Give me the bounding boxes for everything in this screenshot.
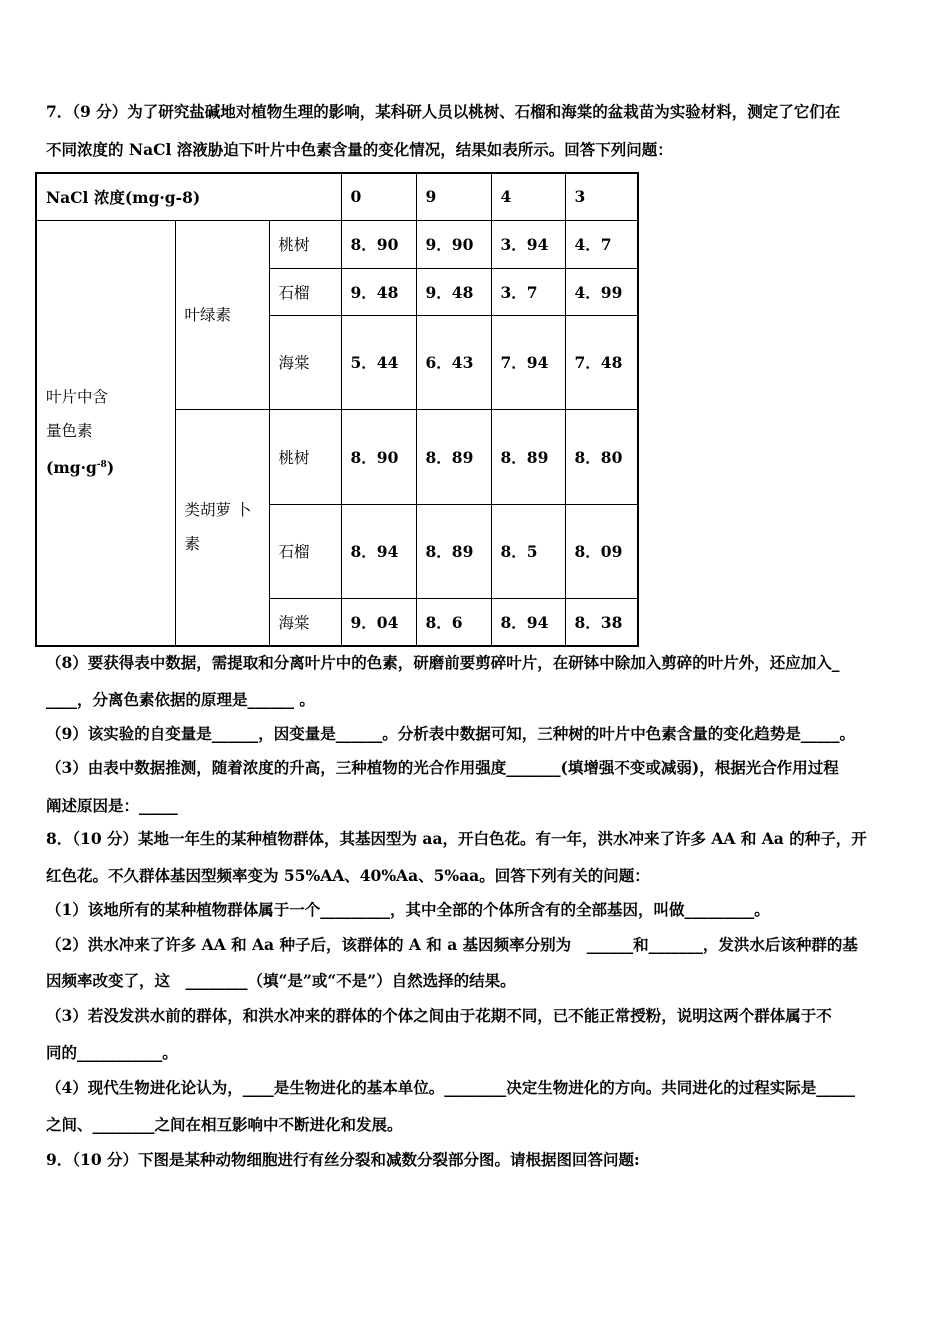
value-cell: 5．44 bbox=[341, 315, 416, 409]
q8-sub3-line1: （3）若没发洪水前的群体，和洪水冲来的群体的个体之间由于花期不同，已不能正常授粉，说明这两个群体属于不 bbox=[46, 1006, 832, 1025]
value-cell: 9．04 bbox=[341, 598, 416, 646]
nacl-header: NaCl 浓度(mg·g-8) bbox=[36, 173, 341, 220]
pigment-table bbox=[35, 172, 639, 647]
value-cell: 3．94 bbox=[491, 220, 565, 268]
value-cell: 7．94 bbox=[491, 315, 565, 409]
tree-name: 石榴 bbox=[269, 504, 341, 598]
row-header-line: 叶片中含 bbox=[46, 388, 109, 407]
conc-cell: 0 bbox=[341, 173, 416, 220]
tree-name: 石榴 bbox=[269, 268, 341, 315]
q7-sub3-line2: 阐述原因是：_____ bbox=[46, 796, 178, 815]
q7-sub8-line1: （8）要获得表中数据，需提取和分离叶片中的色素，研磨前要剪碎叶片，在研钵中除加入剪碎的叶片外，还应加入_ bbox=[46, 653, 840, 672]
row-header-unit: $(mg\cdot g^{-8})$ bbox=[46, 458, 115, 478]
chlorophyll-label bbox=[175, 220, 269, 409]
value-cell: 8．89 bbox=[416, 504, 491, 598]
q7-sub9-line1: （9）该实验的自变量是______，因变量是______。分析表中数据可知，三种树的叶片中色素含量的变化趋势是_____。 bbox=[46, 724, 856, 743]
value-cell: 9．90 bbox=[416, 220, 491, 268]
tree-name: 桃树 bbox=[269, 220, 341, 268]
value-cell: 8．6 bbox=[416, 598, 491, 646]
value-cell: 8．90 bbox=[341, 409, 416, 504]
value-cell: 8．80 bbox=[565, 409, 638, 504]
group-label-line: 类胡萝 卜 bbox=[184, 501, 252, 520]
value-cell: 4．99 bbox=[565, 268, 638, 315]
q7-sub8-line2: ____，分离色素依据的原理是______ 。 bbox=[46, 690, 315, 709]
conc-cell: 3 bbox=[565, 173, 638, 220]
q7-stem-line1: 7．（9 分）为了研究盐碱地对植物生理的影响，某科研人员以桃树、石榴和海棠的盆栽苗为实验材料，测定了它们在 bbox=[46, 102, 841, 121]
value-cell: 8．5 bbox=[491, 504, 565, 598]
value-cell: 8．89 bbox=[491, 409, 565, 504]
value-cell: 9．48 bbox=[416, 268, 491, 315]
q8-sub2-line1: （2）洪水冲来了许多 AA 和 Aa 种子后，该群体的 A 和 a 基因频率分别为 ______和_______，发洪水后该种群的基 bbox=[46, 935, 858, 954]
q8-stem-line2: 红色花。不久群体基因型频率变为 55%AA、40%Aa、5%aa。回答下列有关的问题： bbox=[46, 866, 650, 885]
q7-sub3-line1: （3）由表中数据推测，随着浓度的升高，三种植物的光合作用强度_______(填增强不变或减弱)，根据光合作用过程 bbox=[46, 758, 839, 777]
tree-name: 海棠 bbox=[269, 315, 341, 409]
tree-name: 桃树 bbox=[269, 409, 341, 504]
row-header-line: 量色素 bbox=[46, 422, 93, 441]
q8-sub4-line2: 之间、________之间在相互影响中不断进化和发展。 bbox=[46, 1115, 403, 1134]
value-cell: 8．09 bbox=[565, 504, 638, 598]
q8-sub3-line2: 同的___________。 bbox=[46, 1043, 178, 1062]
value-cell: 6．43 bbox=[416, 315, 491, 409]
conc-cell: 4 bbox=[491, 173, 565, 220]
q7-stem-line2: 不同浓度的 NaCl 溶液胁迫下叶片中色素含量的变化情况，结果如表所示。回答下列问题： bbox=[46, 140, 673, 159]
value-cell: 3．7 bbox=[491, 268, 565, 315]
value-cell: 8．90 bbox=[341, 220, 416, 268]
q8-stem-line1: 8．（10 分）某地一年生的某种植物群体，其基因型为 aa，开白色花。有一年，洪水冲来了许多 AA 和 Aa 的种子，开 bbox=[46, 829, 867, 848]
q9-stem-line1: 9．（10 分）下图是某种动物细胞进行有丝分裂和减数分裂部分图。请根据图回答问题: bbox=[46, 1150, 640, 1169]
value-cell: 8．89 bbox=[416, 409, 491, 504]
table-row bbox=[36, 220, 638, 268]
q8-sub4-line1: （4）现代生物进化论认为，____是生物进化的基本单位。________决定生物进化的方向。共同进化的过程实际是_____ bbox=[46, 1078, 856, 1097]
tree-name: 海棠 bbox=[269, 598, 341, 646]
value-cell: 7．48 bbox=[565, 315, 638, 409]
group-label-line: 素 bbox=[184, 535, 201, 554]
value-cell: 4．7 bbox=[565, 220, 638, 268]
q8-sub2-line2: 因频率改变了，这 ________（填“是”或“不是”）自然选择的结果。 bbox=[46, 971, 516, 990]
value-cell: 8．94 bbox=[491, 598, 565, 646]
carotenoid-label bbox=[175, 409, 269, 646]
conc-cell: 9 bbox=[416, 173, 491, 220]
table-header-row bbox=[36, 173, 638, 220]
value-cell: 8．38 bbox=[565, 598, 638, 646]
q8-sub1: （1）该地所有的某种植物群体属于一个_________，其中全部的个体所含有的全部基因，叫做_________。 bbox=[46, 900, 770, 919]
value-cell: 9．48 bbox=[341, 268, 416, 315]
value-cell: 8．94 bbox=[341, 504, 416, 598]
group-label-line: 叶绿素 bbox=[184, 305, 232, 324]
pigment-row-header bbox=[36, 220, 175, 646]
